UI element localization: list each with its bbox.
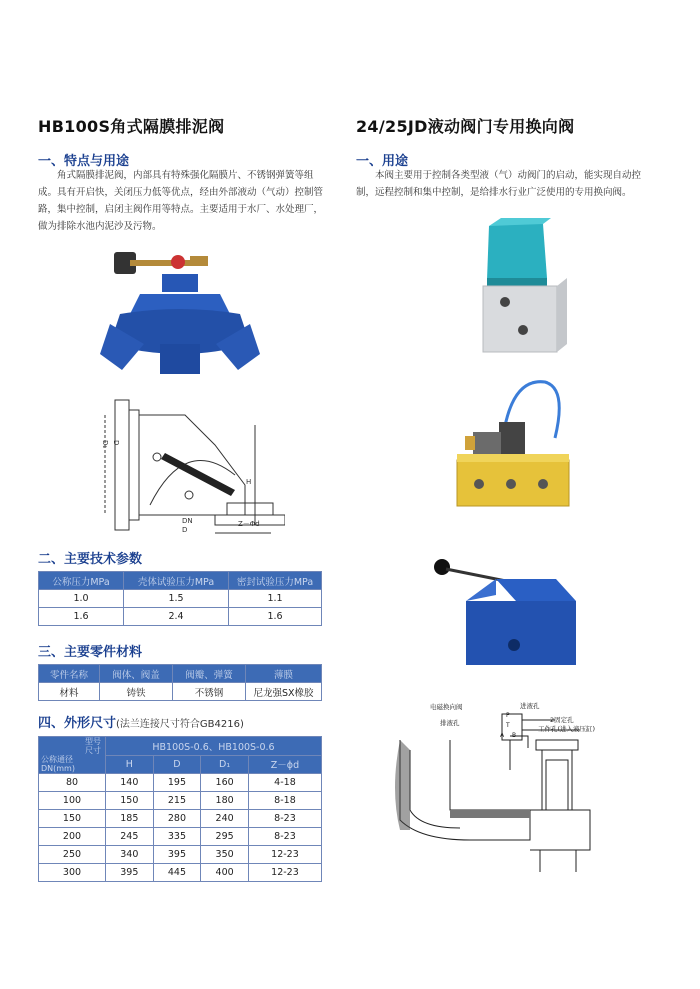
table-header: 壳体试验压力MPa (124, 572, 229, 590)
table-cell: 8-23 (248, 828, 321, 846)
table-header: 公称压力MPa (39, 572, 124, 590)
left-section-features: 一、特点与用途 (38, 154, 130, 169)
table-row (39, 864, 322, 882)
left-section-dims (38, 712, 244, 731)
table-cell: 240 (201, 810, 249, 828)
dims-corner-cell (39, 737, 106, 774)
diagram-label-a: A (500, 732, 505, 739)
table-cell: 1.6 (39, 608, 124, 626)
diagram-label-p: P (506, 712, 510, 719)
dims-corner-top2: 尺寸 (85, 746, 101, 755)
teal-pilot-valve-photo (475, 218, 570, 358)
table-header: Z－ϕd (248, 755, 321, 774)
dims-corner-top: 型号 (85, 737, 101, 746)
table-cell: 80 (39, 774, 106, 792)
table-cell: 180 (201, 792, 249, 810)
table-cell: 400 (201, 864, 249, 882)
right-section-use: 一、用途 (356, 154, 409, 169)
dims-title: 四、外形尺寸 (38, 716, 117, 731)
table-row (39, 774, 322, 792)
table-cell: 280 (153, 810, 201, 828)
diagram-label-t: T (506, 722, 510, 729)
table-cell: 250 (39, 846, 106, 864)
table-cell: 195 (153, 774, 201, 792)
table-cell: 1.5 (124, 590, 229, 608)
table-row (39, 608, 322, 626)
diagram-label-valve: 电磁换向阀 (430, 703, 463, 711)
yellow-solenoid-valve-photo (455, 378, 575, 510)
left-title: HB100S角式隔膜排泥阀 (38, 117, 225, 136)
table-cell: 1.1 (229, 590, 322, 608)
drawing-label-d-bottom: D (182, 526, 188, 534)
table-cell: 395 (106, 864, 154, 882)
left-description: 角式隔膜排泥阀，内部具有特殊强化隔膜片、不锈钢弹簧等组成。具有开启快，关闭压力低等优点，经由外部液动（气动）控制管路，集中控制，启闭主阀作用等特点。主要适用于水厂、水处理厂，做为排除水池内泥沙及污物。 (38, 170, 324, 232)
table-cell: 铸铁 (100, 683, 173, 701)
table-row (39, 828, 322, 846)
table-row (39, 810, 322, 828)
drawing-label-h: H (246, 478, 252, 486)
table-header: H (106, 755, 154, 774)
table-cell: 2.4 (124, 608, 229, 626)
table-cell: 245 (106, 828, 154, 846)
table-cell: 150 (39, 810, 106, 828)
table-header-row (39, 665, 322, 683)
table-row (39, 792, 322, 810)
dims-note: (法兰连接尺寸符合GB4216) (116, 719, 244, 730)
table-header-row (39, 737, 322, 756)
table-cell: 215 (153, 792, 201, 810)
right-description: 本阀主要用于控制各类型液（气）动阀门的启动，能实现自动控制，远程控制和集中控制，是给排水行业广泛使用的专用换向阀。 (356, 170, 642, 198)
table-cell: 160 (201, 774, 249, 792)
table-cell: 150 (106, 792, 154, 810)
table-header: 薄膜 (246, 665, 322, 683)
table-cell: 200 (39, 828, 106, 846)
table-cell: 295 (201, 828, 249, 846)
table-row (39, 590, 322, 608)
tech-params-table (38, 571, 322, 626)
table-cell: 395 (153, 846, 201, 864)
table-cell: 不锈钢 (173, 683, 246, 701)
table-cell: 8-23 (248, 810, 321, 828)
angle-valve-photo (100, 244, 260, 384)
dims-corner-bottom2: DN(mm) (41, 764, 75, 773)
table-header: 阀瓣、弹簧 (173, 665, 246, 683)
table-cell: 尼龙强SX橡胶 (246, 683, 322, 701)
diagram-label-b: B (512, 732, 517, 739)
table-header-row (39, 572, 322, 590)
table-cell: 340 (106, 846, 154, 864)
table-header: 阀体、阀盖 (100, 665, 173, 683)
table-cell: 12-23 (248, 864, 321, 882)
table-cell: 材料 (39, 683, 100, 701)
table-cell: 8-18 (248, 792, 321, 810)
blue-manual-valve-photo (426, 545, 581, 670)
right-title: 24/25JD液动阀门专用换向阀 (356, 117, 575, 136)
diagram-label-fixed: 2固定孔 (550, 716, 574, 724)
dims-corner-bottom: 公称通径 (41, 755, 73, 764)
table-cell: 185 (106, 810, 154, 828)
table-cell: 1.6 (229, 608, 322, 626)
diagram-label-drain: 排液孔 (440, 719, 460, 727)
table-cell: 4-18 (248, 774, 321, 792)
table-cell: 445 (153, 864, 201, 882)
table-header: D (153, 755, 201, 774)
table-cell: 140 (106, 774, 154, 792)
drawing-label-d1: D₁ (101, 440, 109, 449)
table-row (39, 846, 322, 864)
table-cell: 335 (153, 828, 201, 846)
drawing-label-d: D (112, 440, 120, 446)
table-cell: 300 (39, 864, 106, 882)
left-section-parts: 三、主要零件材料 (38, 645, 143, 660)
table-cell: 350 (201, 846, 249, 864)
table-header: D₁ (201, 755, 249, 774)
table-row (39, 683, 322, 701)
dims-table (38, 736, 322, 882)
left-section-tech: 二、主要技术参数 (38, 552, 143, 567)
diagram-label-in-hole: 进液孔 (520, 702, 540, 710)
parts-table (38, 664, 322, 701)
table-header: 零件名称 (39, 665, 100, 683)
dims-model-header: HB100S-0.6、HB100S-0.6 (106, 737, 322, 756)
table-cell: 100 (39, 792, 106, 810)
drawing-label-dn: DN (182, 517, 193, 525)
table-cell: 1.0 (39, 590, 124, 608)
diagram-label-work: 工作孔(进入液压缸) (538, 725, 596, 733)
table-cell: 12-23 (248, 846, 321, 864)
drawing-label-zd: Z－Φd (238, 520, 260, 528)
table-header: 密封试验压力MPa (229, 572, 322, 590)
